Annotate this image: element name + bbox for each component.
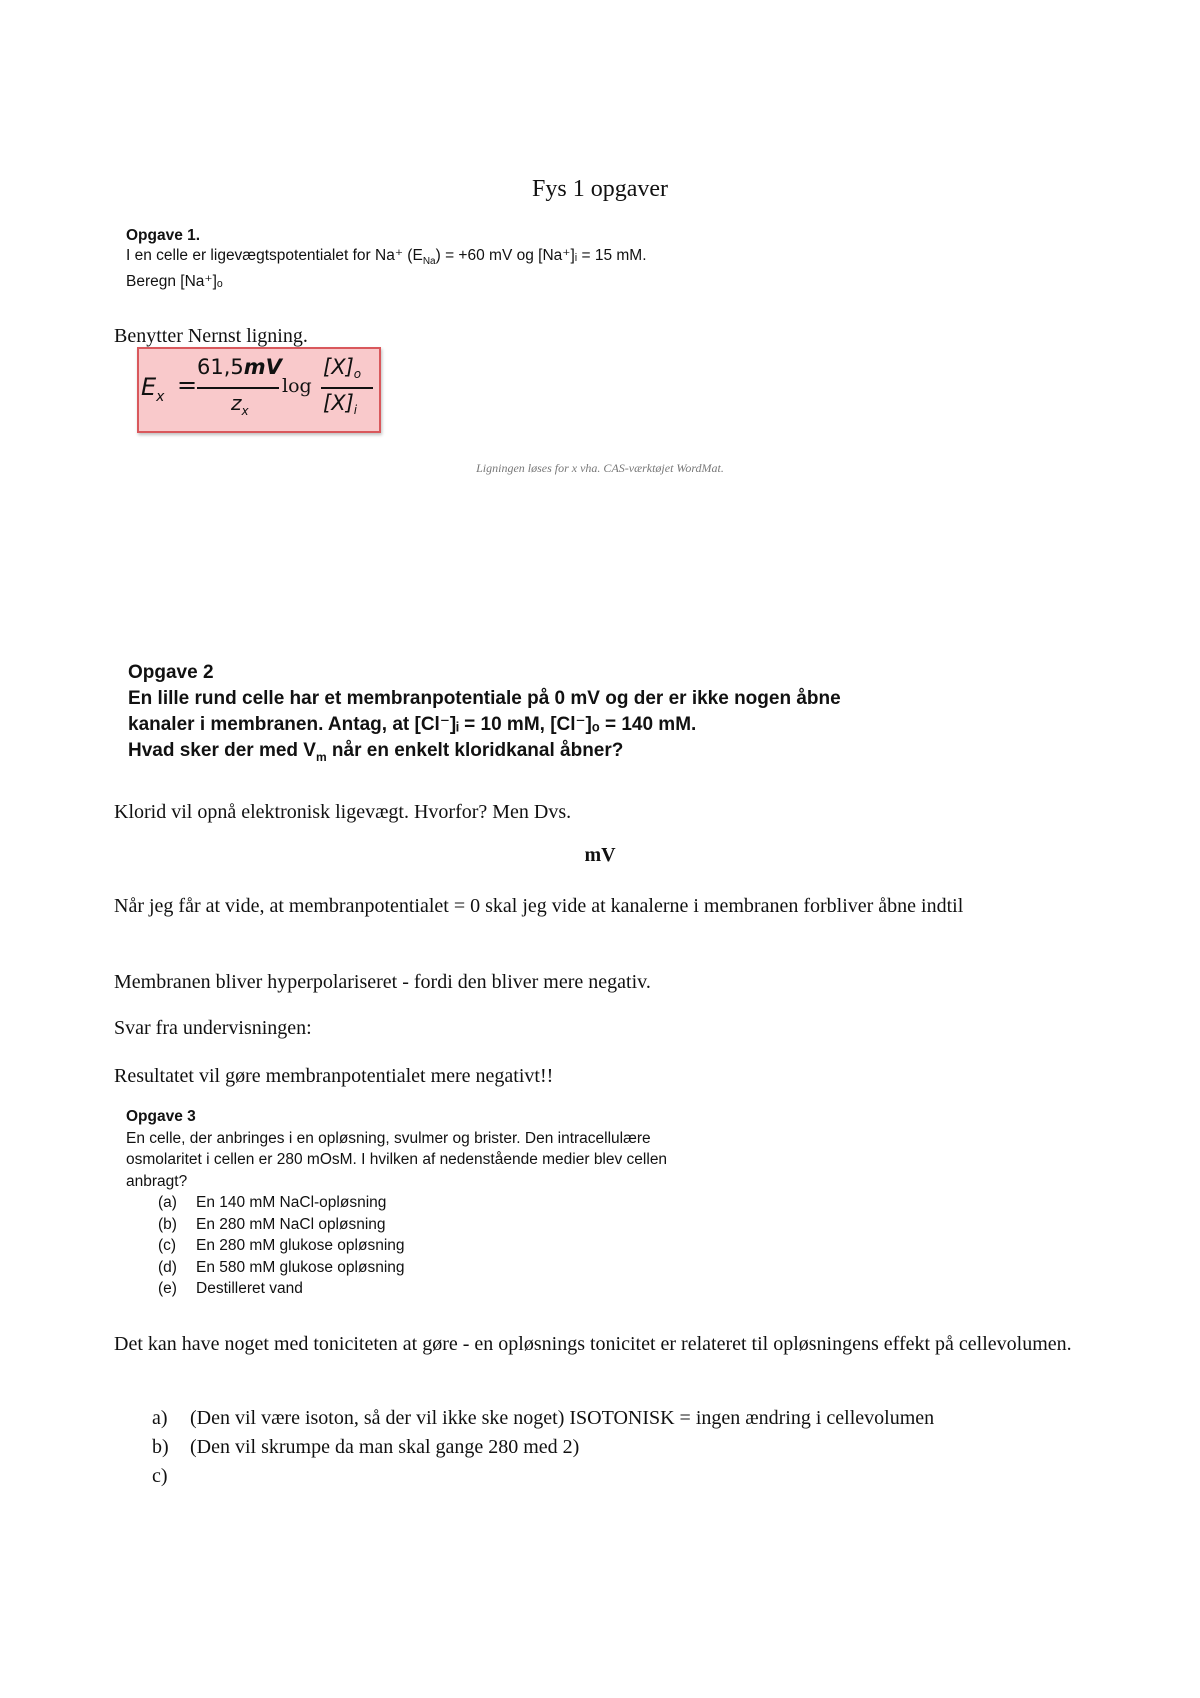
task3-heading: Opgave 3	[126, 1108, 196, 1125]
nernst-formula	[139, 349, 379, 431]
answer2-p5: Resultatet vil gøre membranpotentialet mere negativt!!	[114, 1065, 554, 1087]
nernst-formula-box	[137, 347, 381, 433]
task1-line1-sub: Na	[422, 256, 436, 268]
task3-option	[158, 1235, 667, 1257]
answer2-p4: Svar fra undervisningen:	[114, 1017, 312, 1039]
nernst-intro: Benytter Nernst ligning.	[114, 325, 308, 347]
formula-ratio-bottom-sub: i	[353, 403, 358, 417]
task2-line1: En lille rund celle har et membranpotentiale på 0 mV og der er ikke nogen åbne	[128, 688, 841, 709]
task1-line1-text: I en celle er ligevægtspotentialet for Na⁺ (E	[126, 247, 423, 264]
task3-option-label: (d)	[158, 1258, 177, 1276]
answer2-p3: Membranen bliver hyperpolariseret - fordi den bliver mere negativ.	[114, 971, 651, 993]
list-item	[152, 1404, 1052, 1433]
list-item	[152, 1433, 1052, 1462]
task1-block	[126, 226, 647, 292]
formula-numerator	[197, 355, 282, 379]
task2-heading: Opgave 2	[128, 662, 214, 683]
formula-numerator-value: 61,5	[197, 355, 244, 379]
task3-option-label: (b)	[158, 1215, 177, 1233]
formula-ratio-bottom-x: [X]	[323, 391, 354, 415]
task1-line2: Beregn [Na⁺]ₒ	[126, 273, 223, 291]
task2-line3-text: Hvad sker der med V	[128, 740, 316, 761]
task1-line1-end: ) = +60 mV og [Na⁺]ᵢ = 15 mM.	[435, 247, 647, 264]
formula-caption: Ligningen løses for x vha. CAS-værktøjet WordMat.	[476, 461, 724, 475]
list-item-text	[190, 1462, 1052, 1491]
list-item-marker: b)	[152, 1436, 169, 1458]
formula-ratio-bar	[321, 387, 373, 389]
answer2-center: mV	[584, 844, 616, 866]
formula-denominator-z: z	[231, 391, 242, 415]
task3-option-text: Destilleret vand	[196, 1280, 303, 1297]
formula-fraction-bar	[197, 387, 279, 389]
task3-option	[158, 1214, 667, 1236]
page-title: Fys 1 opgaver	[532, 176, 668, 202]
answer2-p1: Klorid vil opnå elektronisk ligevægt. Hvorfor? Men Dvs.	[114, 801, 572, 823]
task3-option-text: En 140 mM NaCl-opløsning	[196, 1194, 387, 1211]
task3-option-label: (a)	[158, 1194, 177, 1211]
task3-option-text: En 580 mM glukose opløsning	[196, 1258, 405, 1276]
formula-lhs	[141, 373, 164, 405]
task3-option	[158, 1257, 667, 1279]
formula-ratio-top-x: [X]	[323, 355, 354, 379]
formula-ratio-top	[323, 355, 361, 381]
list-item-text: (Den vil være isoton, så der vil ikke ske noget) ISOTONISK = ingen ændring i cellevolumen	[190, 1407, 935, 1429]
task3-option-label: (e)	[158, 1280, 177, 1297]
answer2-p2: Når jeg får at vide, at membranpotentialet = 0 skal jeg vide at kanalerne i membranen forbliver åbne indtil	[114, 895, 964, 917]
task3-line3: anbragt?	[126, 1172, 188, 1190]
formula-ratio-bottom	[323, 391, 357, 417]
task3-line1: En celle, der anbringes i en opløsning, svulmer og brister. Den intracellulære	[126, 1129, 651, 1147]
task3-option	[158, 1192, 667, 1214]
formula-ratio-top-sub: o	[353, 367, 362, 381]
task3-option-text: En 280 mM NaCl opløsning	[196, 1215, 386, 1233]
formula-lhs-sub: x	[156, 388, 165, 405]
task3-option-text: En 280 mM glukose opløsning	[196, 1237, 405, 1254]
list-item-marker: c)	[152, 1465, 168, 1487]
formula-denominator-sub: x	[241, 404, 249, 418]
task2-line3-sub: m	[315, 749, 327, 764]
formula-log: log	[282, 375, 312, 397]
task2-line2: kanaler i membranen. Antag, at [Cl⁻]ᵢ = 10 mM, [Cl⁻]ₒ = 140 mM.	[128, 714, 697, 735]
list-item	[152, 1462, 1052, 1491]
list-item-text: (Den vil skrumpe da man skal gange 280 med 2)	[190, 1436, 580, 1458]
answer3-list	[152, 1404, 1052, 1491]
task3-option	[158, 1278, 667, 1300]
answer3-p1: Det kan have noget med toniciteten at gøre - en opløsnings tonicitet er relateret til opløsningens effekt på cellevolumen.	[114, 1333, 1072, 1355]
task3-option-label: (c)	[158, 1237, 177, 1254]
formula-numerator-unit: mV	[243, 355, 282, 379]
task3-line2: osmolaritet i cellen er 280 mOsM. I hvilken af nedenstående medier blev cellen	[126, 1151, 668, 1168]
formula-equals: =	[177, 371, 198, 399]
task3-block	[126, 1106, 667, 1300]
task2-block	[128, 660, 841, 770]
formula-denominator	[231, 391, 249, 418]
task1-line1	[126, 246, 647, 272]
task1-heading: Opgave 1.	[126, 227, 201, 244]
formula-lhs-e: E	[141, 373, 157, 401]
task2-line3	[128, 738, 841, 770]
task2-line3-end: når en enkelt kloridkanal åbner?	[326, 740, 624, 761]
list-item-marker: a)	[152, 1407, 168, 1429]
